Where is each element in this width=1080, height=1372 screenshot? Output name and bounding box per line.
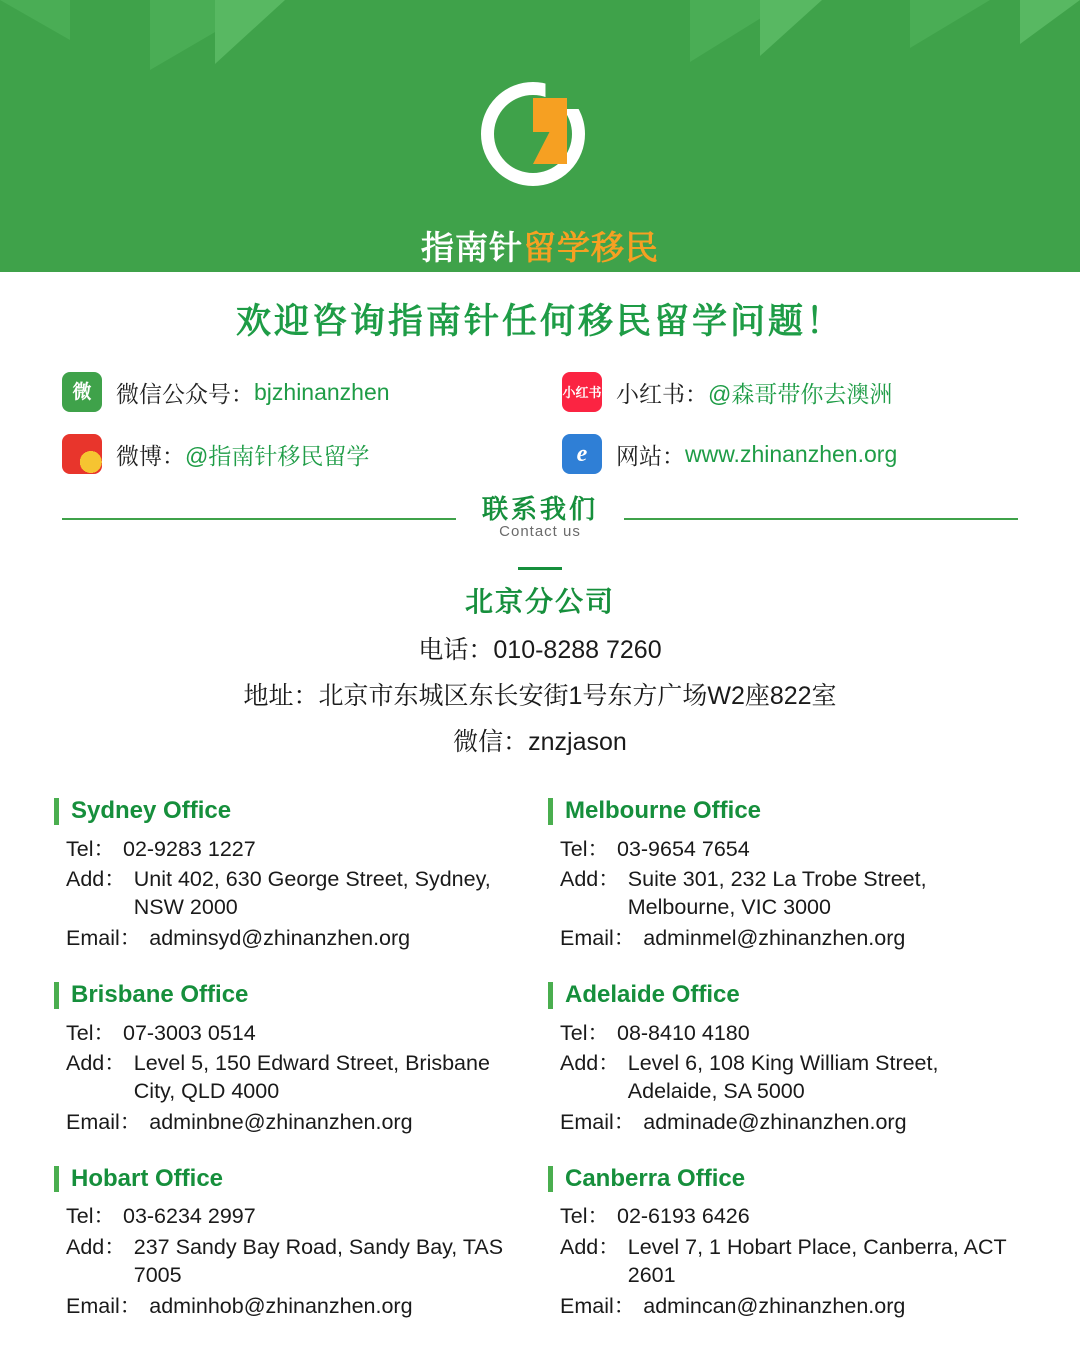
office-address-line xyxy=(548,1233,1030,1290)
header-banner xyxy=(0,0,1080,272)
office-address-key: Add： xyxy=(560,867,620,892)
office-card-canberra xyxy=(544,1166,1030,1320)
office-email-key: Email： xyxy=(66,925,142,950)
social-label: 微博： xyxy=(116,442,185,469)
office-address-key: Add： xyxy=(560,1050,620,1075)
office-tel-value: 03-6234 2997 xyxy=(122,1204,256,1229)
page-title: 欢迎咨询指南针任何移民留学问题！ xyxy=(235,302,844,341)
office-email-key: Email： xyxy=(66,1293,142,1318)
office-email-line xyxy=(54,924,536,952)
office-card-sydney xyxy=(50,798,536,952)
offices-grid xyxy=(50,798,1030,1320)
social-row xyxy=(62,372,1018,412)
office-tel-key: Tel： xyxy=(560,1020,609,1045)
banner-decoration-triangle xyxy=(1020,0,1080,44)
office-tel-value: 07-3003 0514 xyxy=(122,1020,256,1045)
office-tel-key: Tel： xyxy=(560,1204,609,1229)
office-address-key: Add： xyxy=(66,867,126,892)
office-address-key: Add： xyxy=(66,1050,126,1075)
contact-us-divider xyxy=(62,496,1018,541)
divider-line-left xyxy=(62,518,456,520)
social-item-weibo[interactable] xyxy=(62,434,562,474)
office-email-key: Email： xyxy=(560,1109,636,1134)
banner-decoration-triangle xyxy=(0,0,70,40)
office-address-value: Level 7, 1 Hobart Place, Canberra, ACT 2601 xyxy=(627,1234,1007,1288)
office-tel-key: Tel： xyxy=(560,836,609,861)
office-tel-line xyxy=(548,835,1030,863)
social-value: @森哥带你去澳洲 xyxy=(708,380,893,407)
office-email-key: Email： xyxy=(560,925,636,950)
office-name: Hobart Office xyxy=(54,1166,536,1192)
banner-decoration-triangle xyxy=(215,0,285,64)
banner-decoration-triangle xyxy=(910,0,990,48)
social-value: www.zhinanzhen.org xyxy=(685,440,898,467)
office-tel-value: 02-6193 6426 xyxy=(616,1204,750,1229)
contact-us-heading-en: Contact us xyxy=(499,523,581,541)
office-address-line xyxy=(548,865,1030,922)
divider-line-right xyxy=(624,518,1018,520)
office-address-line xyxy=(54,865,536,922)
office-address-key: Add： xyxy=(66,1234,126,1259)
weibo-icon xyxy=(62,434,102,474)
logo xyxy=(0,82,1080,194)
beijing-wechat: 微信：znzjason xyxy=(453,728,627,757)
office-address-line xyxy=(54,1233,536,1290)
office-email-value[interactable]: adminmel@zhinanzhen.org xyxy=(643,925,906,950)
wechat-icon: 微 xyxy=(62,372,102,412)
contact-us-heading xyxy=(456,496,624,541)
office-tel-value: 03-9654 7654 xyxy=(616,836,750,861)
social-links xyxy=(0,372,1080,474)
office-name: Adelaide Office xyxy=(548,982,1030,1008)
office-email-line xyxy=(54,1108,536,1136)
banner-decoration-triangle xyxy=(760,0,822,56)
contact-us-heading-cn: 联系我们 xyxy=(482,494,599,524)
social-item-xiaohongshu[interactable] xyxy=(562,372,892,412)
beijing-office-block xyxy=(0,567,1080,758)
office-tel-line xyxy=(54,835,536,863)
office-tel-line xyxy=(548,1019,1030,1047)
brand-name-part2: 留学移民 xyxy=(523,229,659,266)
beijing-office-title: 北京分公司 xyxy=(464,586,615,618)
office-email-value[interactable]: adminhob@zhinanzhen.org xyxy=(149,1293,413,1318)
office-address-value: Unit 402, 630 George Street, Sydney, NSW 2000 xyxy=(133,867,491,920)
office-name: Brisbane Office xyxy=(54,982,536,1008)
social-label: 网站： xyxy=(616,442,685,469)
xiaohongshu-icon: 小红书 xyxy=(562,372,602,412)
office-address-value: 237 Sandy Bay Road, Sandy Bay, TAS 7005 xyxy=(133,1234,504,1288)
office-email-line xyxy=(548,1108,1030,1136)
beijing-address: 地址：北京市东城区东长安街1号东方广场W2座822室 xyxy=(243,682,837,711)
social-item-wechat[interactable] xyxy=(62,372,562,412)
office-name: Sydney Office xyxy=(54,798,536,824)
office-address-line xyxy=(54,1049,536,1106)
beijing-title-dash xyxy=(518,567,562,570)
office-tel-key: Tel： xyxy=(66,836,115,861)
office-tel-line xyxy=(54,1202,536,1230)
office-email-line xyxy=(54,1292,536,1320)
social-value: bjzhinanzhen xyxy=(254,378,390,405)
beijing-phone: 电话：010-8288 7260 xyxy=(418,636,662,665)
office-card-adelaide xyxy=(544,982,1030,1136)
office-address-value: Level 5, 150 Edward Street, Brisbane City, QLD 4000 xyxy=(133,1050,490,1104)
office-email-key: Email： xyxy=(66,1109,142,1134)
office-email-key: Email： xyxy=(560,1293,636,1318)
office-card-melbourne xyxy=(544,798,1030,952)
website-icon: e xyxy=(562,434,602,474)
social-label: 微信公众号： xyxy=(116,380,254,407)
social-row xyxy=(62,434,1018,474)
office-tel-value: 08-8410 4180 xyxy=(616,1020,750,1045)
office-email-value[interactable]: admincan@zhinanzhen.org xyxy=(643,1293,906,1318)
office-email-value[interactable]: adminsyd@zhinanzhen.org xyxy=(149,925,411,950)
office-email-value[interactable]: adminbne@zhinanzhen.org xyxy=(149,1109,413,1134)
office-tel-value: 02-9283 1227 xyxy=(122,836,256,861)
brand-name xyxy=(0,222,1080,269)
office-address-value: Level 6, 108 King William Street, Adelaide, SA 5000 xyxy=(627,1050,939,1104)
brand-name-part1: 指南针 xyxy=(421,229,523,266)
office-address-key: Add： xyxy=(560,1234,620,1259)
compass-logo-icon xyxy=(481,82,599,194)
office-address-value: Suite 301, 232 La Trobe Street, Melbourne, VIC 3000 xyxy=(627,867,927,920)
office-tel-key: Tel： xyxy=(66,1204,115,1229)
social-label: 小红书： xyxy=(616,380,708,407)
office-card-brisbane xyxy=(50,982,536,1136)
office-card-hobart xyxy=(50,1166,536,1320)
office-name: Melbourne Office xyxy=(548,798,1030,824)
office-name: Canberra Office xyxy=(548,1166,1030,1192)
office-address-line xyxy=(548,1049,1030,1106)
office-tel-line xyxy=(548,1202,1030,1230)
logo-needle-point-shape xyxy=(533,98,567,164)
office-email-line xyxy=(548,1292,1030,1320)
social-value: @指南针移民留学 xyxy=(185,442,370,469)
office-email-value[interactable]: adminade@zhinanzhen.org xyxy=(643,1109,907,1134)
office-email-line xyxy=(548,924,1030,952)
office-tel-key: Tel： xyxy=(66,1020,115,1045)
office-tel-line xyxy=(54,1019,536,1047)
social-item-website[interactable] xyxy=(562,434,897,474)
